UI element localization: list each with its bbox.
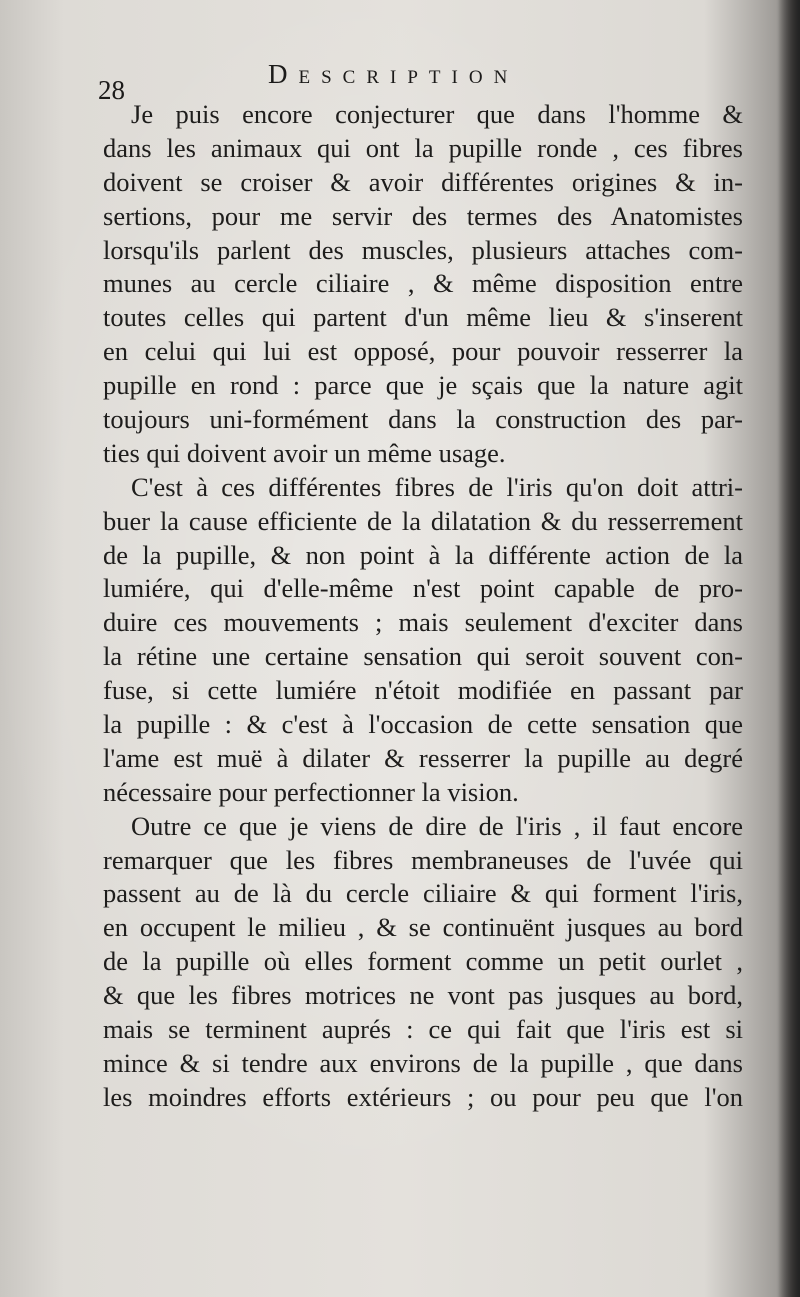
text-line: mince & si tendre aux environs de la pupille , que dans (103, 1047, 743, 1078)
text-line: l'ame est muë à dilater & resserrer la pupille au degré (103, 742, 743, 773)
text-line: ties qui doivent avoir un même usage. (103, 437, 506, 468)
paragraph (103, 471, 743, 810)
text-line: pupille en rond : parce que je sçais que la nature agit (103, 370, 743, 401)
paragraph (103, 98, 743, 471)
text-line: & que les fibres motrices ne vont pas jusques au bord, (103, 980, 743, 1011)
page-header (98, 55, 758, 105)
text-line: en occupent le milieu , & se continuënt jusques au bord (103, 912, 743, 943)
text-line: duire ces mouvements ; mais seulement d'exciter dans (103, 607, 743, 638)
text-line: en celui qui lui est opposé, pour pouvoir resserrer la (103, 336, 743, 367)
text-line: nécessaire pour perfectionner la vision. (103, 776, 519, 807)
text-line: sertions, pour me servir des termes des Anatomistes (103, 200, 743, 231)
text-line: la rétine une certaine sensation qui seroit souvent con- (103, 641, 743, 672)
text-line: dans les animaux qui ont la pupille ronde , ces fibres (103, 132, 743, 163)
text-line: la pupille : & c'est à l'occasion de cette sensation que (103, 709, 743, 740)
text-line: C'est à ces différentes fibres de l'iris qu'on doit attri- (131, 471, 743, 502)
text-line: lumiére, qui d'elle-même n'est point capable de pro- (103, 573, 743, 604)
text-line: de la pupille où elles forment comme un petit ourlet , (103, 946, 743, 977)
text-line: remarquer que les fibres membraneuses de l'uvée qui (103, 844, 743, 875)
text-line: mais se terminent auprés : ce qui fait que l'iris est si (103, 1014, 743, 1045)
text-line: Je puis encore conjecturer que dans l'homme & (131, 99, 743, 129)
text-line: toujours uni-formément dans la construction des par- (103, 404, 743, 435)
page-number: 28 (98, 75, 125, 105)
text-line: les moindres efforts extérieurs ; ou pour peu que l'on (103, 1081, 743, 1112)
text-line: Outre ce que je viens de dire de l'iris , il faut encore (131, 810, 743, 841)
running-head: Description (268, 59, 519, 89)
paragraph (103, 810, 743, 1115)
text-line: munes au cercle ciliaire , & même disposition entre (103, 268, 743, 299)
text-line: lorsqu'ils parlent des muscles, plusieurs attaches com- (103, 234, 743, 265)
text-line: passent au de là du cercle ciliaire & qui forment l'iris, (103, 878, 743, 909)
text-line: de la pupille, & non point à la différente action de la (103, 539, 743, 570)
text-line: fuse, si cette lumiére n'étoit modifiée en passant par (103, 675, 743, 706)
text-line: toutes celles qui partent d'un même lieu & s'inserent (103, 302, 743, 333)
page-edge-shadow (778, 0, 800, 1297)
body-text (103, 98, 743, 1115)
text-line: buer la cause efficiente de la dilatation & du resserrement (103, 505, 743, 536)
text-line: doivent se croiser & avoir différentes origines & in- (103, 166, 743, 197)
